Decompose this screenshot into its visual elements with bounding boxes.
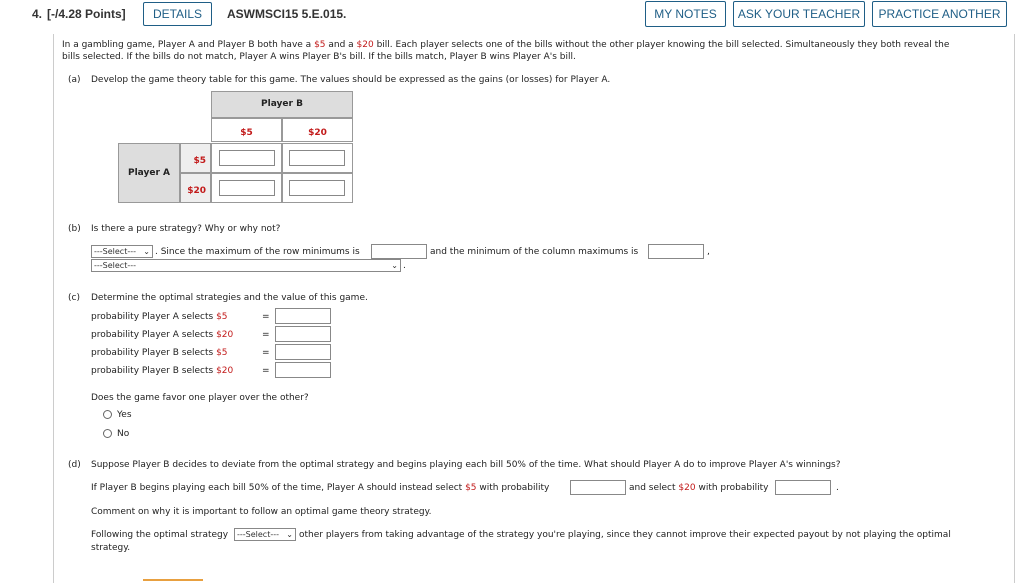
comment-prompt: Comment on why it is important to follow an optimal game theory strategy. <box>91 507 432 517</box>
intro-text: In a gambling game, Player A and Player B both have a <box>62 40 315 50</box>
prob-label: probability Player A selects <box>91 312 217 322</box>
intro-line-1 <box>62 39 949 51</box>
option-no-label: No <box>117 429 130 439</box>
part-b-text: Is there a pure strategy? Why or why not? <box>91 224 281 234</box>
part-a-text: Develop the game theory table for this game. The values should be expressed as the gains (or losses) for Player A. <box>91 75 611 85</box>
following-text-c: strategy. <box>91 543 131 553</box>
prob-select-5-input[interactable] <box>570 480 626 495</box>
prob-b-5-input[interactable] <box>275 344 331 360</box>
submit-button-edge[interactable] <box>143 579 203 585</box>
part-d-label: (d) <box>68 460 81 470</box>
following-text-b: other players from taking advantage of the strategy you're playing, since they cannot improve their expected payout by not playing the optimal <box>299 530 951 540</box>
row-label: $5 <box>193 156 206 166</box>
col-label: $20 <box>308 128 327 138</box>
col-label: $5 <box>240 128 253 138</box>
prob-amount: $5 <box>216 312 228 322</box>
equals: = <box>262 312 270 322</box>
chevron-down-icon: ⌄ <box>286 530 293 539</box>
practice-another-button[interactable]: PRACTICE ANOTHER <box>872 1 1007 27</box>
bill-large: $20 <box>356 40 374 50</box>
payoff-input-5-20[interactable] <box>289 150 345 166</box>
prob-a-5-input[interactable] <box>275 308 331 324</box>
col-header-20 <box>282 118 353 142</box>
col-max-input[interactable] <box>648 244 704 259</box>
chevron-down-icon: ⌄ <box>391 261 398 270</box>
part-b-mid-text: . Since the maximum of the row minimums is <box>155 247 360 257</box>
bill-small: $5 <box>314 40 326 50</box>
row-header-20 <box>180 173 211 203</box>
col-header-5 <box>211 118 282 142</box>
prob-label: probability Player B selects <box>91 348 217 358</box>
question-number: 4. <box>32 7 43 21</box>
radio-yes[interactable] <box>103 410 112 419</box>
chevron-down-icon: ⌄ <box>143 247 150 256</box>
following-text-a: Following the optimal strategy <box>91 530 229 540</box>
line-end-period: . <box>836 483 839 493</box>
prob-amount: $20 <box>216 366 234 376</box>
player-b-header: Player B <box>211 91 353 118</box>
my-notes-button[interactable]: MY NOTES <box>645 1 726 27</box>
select-value: ---Select--- <box>94 261 136 270</box>
prob-row <box>91 311 228 323</box>
prob-label: probability Player B selects <box>91 366 217 376</box>
part-b-label: (b) <box>68 224 81 234</box>
row-header-5 <box>180 143 211 173</box>
prob-row <box>91 365 233 377</box>
intro-line-2: bills selected. If the bills do not match, Player A wins Player B's bill. If the bills match, Player B wins Player A's bill. <box>62 52 576 62</box>
part-d-line-1 <box>91 482 549 494</box>
prob-row <box>91 329 233 341</box>
part-d-line-1b <box>629 482 768 494</box>
text: with probability <box>695 483 769 493</box>
payoff-input-20-20[interactable] <box>289 180 345 196</box>
points-label: [-/4.28 Points] <box>47 7 126 21</box>
question-content <box>53 34 1015 583</box>
prob-b-20-input[interactable] <box>275 362 331 378</box>
radio-no[interactable] <box>103 429 112 438</box>
payoff-input-20-5[interactable] <box>219 180 275 196</box>
ask-your-teacher-button[interactable]: ASK YOUR TEACHER <box>733 1 865 27</box>
favor-question: Does the game favor one player over the other? <box>91 393 309 403</box>
amount: $5 <box>465 483 477 493</box>
part-c-label: (c) <box>68 293 80 303</box>
prob-label: probability Player A selects <box>91 330 217 340</box>
equals: = <box>262 366 270 376</box>
player-a-header: Player A <box>118 143 180 203</box>
row-min-input[interactable] <box>371 244 427 259</box>
intro-text: bill. Each player selects one of the bills without the other player knowing the bill selected. Simultaneously they both reveal the <box>373 40 950 50</box>
equals: = <box>262 348 270 358</box>
intro-text: and a <box>325 40 357 50</box>
following-select[interactable] <box>234 528 296 541</box>
select-value: ---Select--- <box>94 247 136 256</box>
prob-amount: $20 <box>216 330 234 340</box>
row-label: $20 <box>187 186 206 196</box>
text: If Player B begins playing each bill 50% of the time, Player A should instead select <box>91 483 466 493</box>
comma: , <box>707 247 710 257</box>
amount: $20 <box>678 483 696 493</box>
prob-amount: $5 <box>216 348 228 358</box>
pure-strategy-select[interactable] <box>91 245 153 258</box>
prob-row <box>91 347 228 359</box>
reason-select[interactable] <box>91 259 401 272</box>
part-a-label: (a) <box>68 75 81 85</box>
prob-select-20-input[interactable] <box>775 480 831 495</box>
payoff-input-5-5[interactable] <box>219 150 275 166</box>
part-c-text: Determine the optimal strategies and the value of this game. <box>91 293 368 303</box>
text: with probability <box>476 483 550 493</box>
text: and select <box>629 483 679 493</box>
select-value: ---Select--- <box>237 530 279 539</box>
problem-id: ASWMSCI15 5.E.015. <box>227 7 347 21</box>
part-b-and-text: and the minimum of the column maximums is <box>430 247 639 257</box>
details-button[interactable]: DETAILS <box>143 2 212 26</box>
part-d-text: Suppose Player B decides to deviate from the optimal strategy and begins playing each bill 50% of the time. What should Player A do to improve Player A's winnings? <box>91 460 841 470</box>
prob-a-20-input[interactable] <box>275 326 331 342</box>
equals: = <box>262 330 270 340</box>
period: . <box>403 261 406 271</box>
option-yes-label: Yes <box>117 410 132 420</box>
